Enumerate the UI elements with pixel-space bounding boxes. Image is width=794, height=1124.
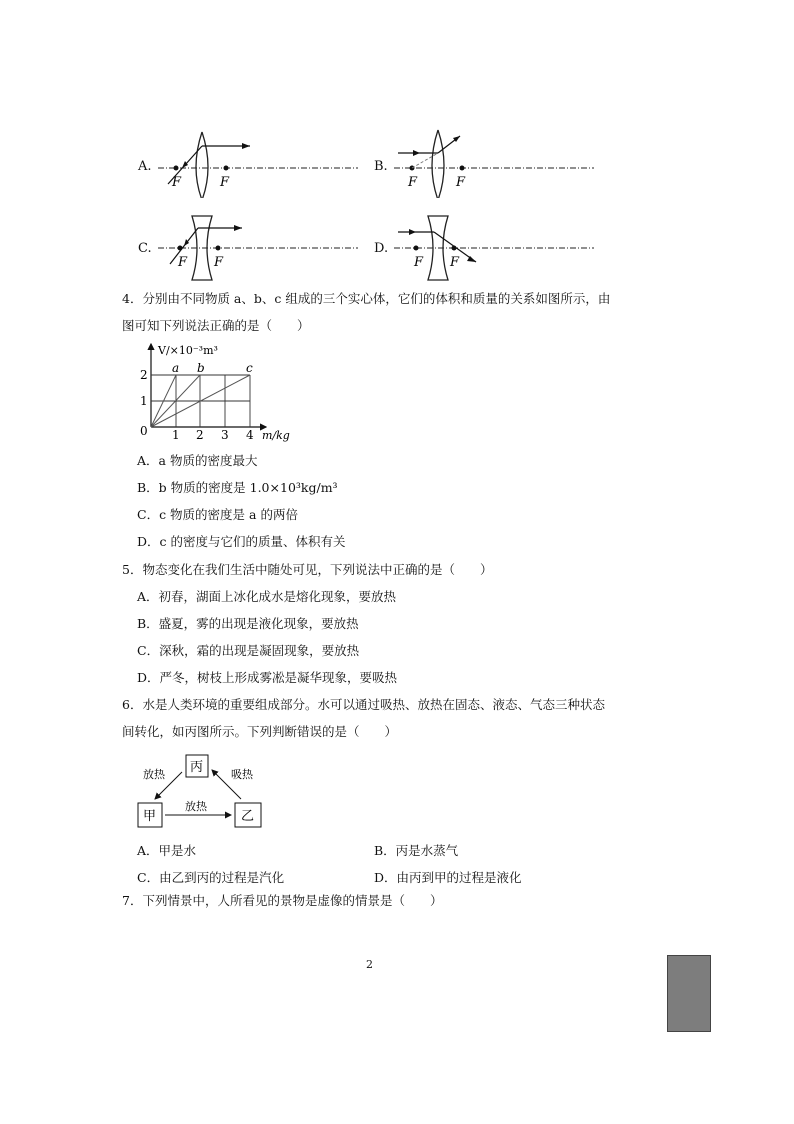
y-tick-1: 1 bbox=[140, 394, 148, 408]
q6-stem-line2: 间转化，如丙图所示。下列判断错误的是（ ） bbox=[122, 724, 398, 739]
convex-lens-diagram-a bbox=[158, 128, 358, 198]
x-axis-label: m/kg bbox=[262, 429, 290, 442]
q5-stem: 5．物态变化在我们生活中随处可见，下列说法中正确的是（ ） bbox=[122, 562, 493, 577]
q4-option-b: B．b 物质的密度是 1.0×10³kg/m³ bbox=[137, 480, 338, 495]
q5-option-a: A．初春，湖面上冰化成水是熔化现象，要放热 bbox=[137, 589, 397, 604]
q6-option-a: A．甲是水 bbox=[137, 843, 197, 858]
q6-option-d: D．由丙到甲的过程是液化 bbox=[374, 870, 522, 885]
gray-sidebar-block bbox=[667, 955, 711, 1032]
q7-stem: 7．下列情景中，人所看见的景物是虚像的情景是（ ） bbox=[122, 893, 443, 908]
convex-lens-diagram-b bbox=[394, 128, 594, 198]
q5-option-c: C．深秋，霜的出现是凝固现象，要放热 bbox=[137, 643, 360, 658]
q4-option-a: A．a 物质的密度最大 bbox=[137, 453, 258, 468]
focal-label: F bbox=[220, 175, 230, 190]
line-label-c: c bbox=[246, 361, 253, 375]
focal-label: F bbox=[414, 255, 424, 270]
arrow-right-label: 吸热 bbox=[231, 768, 253, 781]
line-label-b: b bbox=[197, 361, 205, 375]
q6-option-b: B．丙是水蒸气 bbox=[374, 843, 459, 858]
q4-option-d: D．c 的密度与它们的质量、体积有关 bbox=[137, 534, 346, 549]
q4-option-c: C．c 物质的密度是 a 的两倍 bbox=[137, 507, 298, 522]
option-letter: B. bbox=[374, 159, 388, 174]
focal-label: F bbox=[450, 255, 460, 270]
concave-lens-diagram-c bbox=[158, 212, 358, 282]
y-tick-2: 2 bbox=[140, 368, 148, 382]
focal-label: F bbox=[456, 175, 466, 190]
q3-option-a bbox=[138, 128, 368, 198]
state-right-label: 乙 bbox=[241, 809, 255, 824]
q4-volume-mass-graph bbox=[130, 340, 300, 445]
state-left-label: 甲 bbox=[143, 809, 157, 824]
q4-stem-line2: 图可知下列说法正确的是（ ） bbox=[122, 318, 310, 333]
focal-label: F bbox=[408, 175, 418, 190]
q6-option-c: C．由乙到丙的过程是汽化 bbox=[137, 870, 285, 885]
option-letter: A. bbox=[138, 159, 152, 174]
x-tick-1: 1 bbox=[172, 428, 180, 442]
origin-label: 0 bbox=[140, 424, 148, 438]
q4-stem-line1: 4．分别由不同物质 a、b、c 组成的三个实心体，它们的体积和质量的关系如图所示，由 bbox=[122, 291, 611, 306]
arrow-bottom-label: 放热 bbox=[185, 800, 207, 813]
line-label-a: a bbox=[172, 361, 180, 375]
focal-label: F bbox=[172, 175, 182, 190]
q6-stem-line1: 6．水是人类环境的重要组成部分。水可以通过吸热、放热在固态、液态、气态三种状态 bbox=[122, 697, 605, 712]
concave-lens-diagram-d bbox=[394, 212, 594, 282]
y-axis-label: V/×10⁻³m³ bbox=[158, 344, 218, 357]
focal-label: F bbox=[178, 255, 188, 270]
state-top-label: 丙 bbox=[190, 760, 204, 775]
focal-label: F bbox=[214, 255, 224, 270]
q3-option-d bbox=[374, 212, 604, 282]
q5-option-d: D．严冬，树枝上形成雾凇是凝华现象，要吸热 bbox=[137, 670, 398, 685]
x-tick-4: 4 bbox=[246, 428, 254, 442]
x-tick-3: 3 bbox=[221, 428, 229, 442]
x-tick-2: 2 bbox=[196, 428, 204, 442]
q5-option-b: B．盛夏，雾的出现是液化现象，要放热 bbox=[137, 616, 359, 631]
option-letter: D. bbox=[374, 241, 389, 256]
page-number: 2 bbox=[366, 958, 373, 971]
option-letter: C. bbox=[138, 241, 152, 256]
q6-state-change-diagram bbox=[135, 752, 295, 834]
q3-option-b bbox=[374, 128, 604, 198]
arrow-left-label: 放热 bbox=[143, 768, 165, 781]
q3-option-c bbox=[138, 212, 368, 282]
